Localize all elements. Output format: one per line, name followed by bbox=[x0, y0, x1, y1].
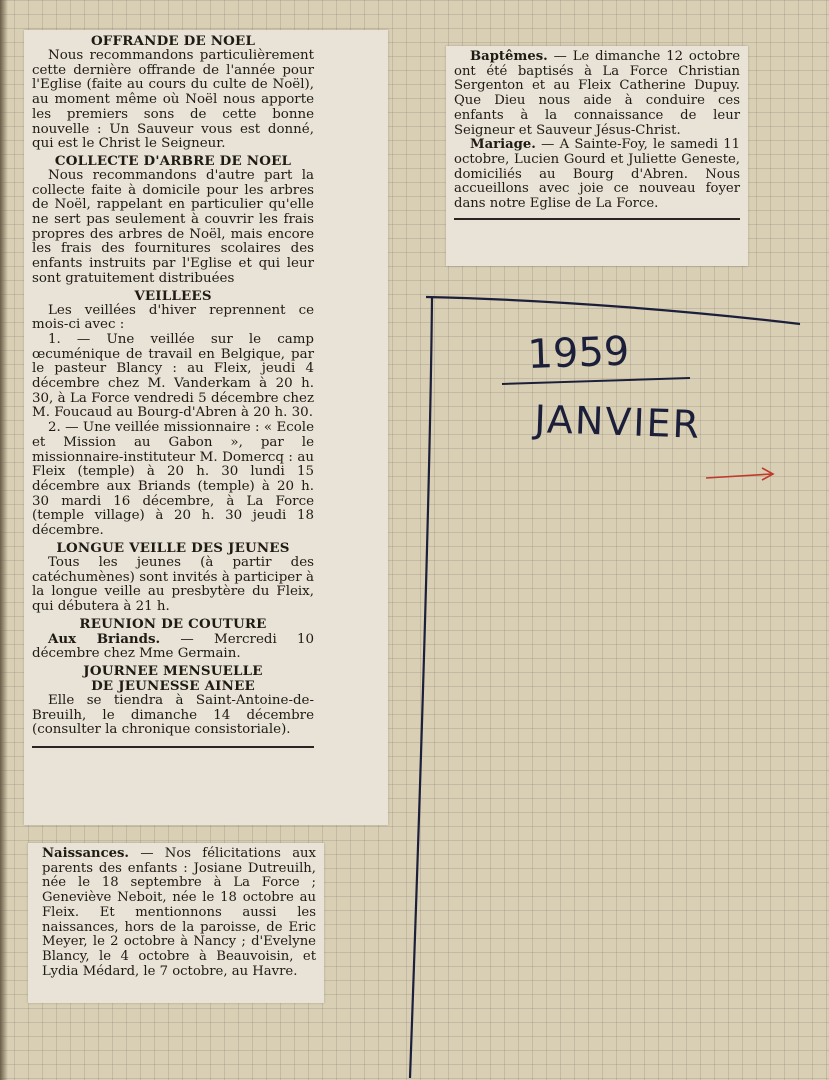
ink-year-underline bbox=[502, 378, 690, 384]
text-veillee-2: 2. — Une veillée missionnaire : « Ecole et Mission au Gabon », par le missionnaire-instituteur M. Domercq : au Fleix (temple) à 20 h. 30 lundi 15 décembre aux Briands (temple) à 20 h. 30 mardi 16 décembre, à La Force (temple village) à 20 h. 30 jeudi 18 décembre. bbox=[32, 420, 314, 539]
text-collecte: Nous recommandons d'autre part la collecte faite à domicile pour les arbres de Noël, rappelant en particulier qu'elle ne sert pas seulement à couvrir les frais propres des arbres de Noël, mais encore les frais des fournitures scolaires des enfants instruits par l'Eglise et qui leur sont gratuitement distribuées bbox=[32, 167, 314, 286]
ink-vertical-line bbox=[410, 298, 432, 1078]
ink-horizontal-line bbox=[426, 297, 800, 324]
text-journee: Elle se tiendra à Saint-Antoine-de-Breuilh, le dimanche 14 décembre (consulter la chronique consistoriale). bbox=[32, 693, 314, 738]
text-baptemes-body: — Le dimanche 12 octobre ont été baptisés à La Force Christian Sergenton et au Fleix Catherine Dupuy. Que Dieu nous aide à conduire ces enfants à la connaissance de leur Seigneur et Sauveur Jésus-Christ. bbox=[454, 49, 740, 138]
heading-collecte: COLLECTE D'ARBRE DE NOEL bbox=[54, 152, 292, 169]
text-veillee-1: 1. — Une veillée sur le camp œcuménique de travail en Belgique, par le pasteur Blancy : au Fleix, jeudi 4 décembre chez M. Vanderkam à 20 h. 30, à La Force vendredi 5 décembre chez M. Foucaud au Bourg-d'Abren à 20 h. 30. bbox=[32, 331, 314, 421]
text-naissances-body: — Nos félicitations aux parents des enfants : Josiane Dutreuilh, née le 18 septembre à La Force ; Geneviève Neboit, née le 18 octobre au Fleix. Et mentionnons aussi les naissances, hors de la paroisse, de Eric Meyer, le 2 octobre à Nancy ; d'Evelyne Blancy, le 4 octobre à Beauvoisin, et Lydia Médard, le 7 octobre, au Havre. bbox=[42, 846, 316, 979]
heading-veillees: VEILLEES bbox=[134, 287, 212, 304]
handwritten-year: 1959 bbox=[526, 328, 631, 378]
heading-longue-veille: LONGUE VEILLE DES JEUNES bbox=[56, 539, 290, 556]
lead-baptemes: Baptêmes. bbox=[470, 49, 548, 64]
text-mariage-body: — A Sainte-Foy, le samedi 11 octobre, Lucien Gourd et Juliette Geneste, domiciliés au Bourg d'Abren. Nous accueillons avec joie ce nouveau foyer dans notre Eglise de La Force. bbox=[454, 137, 740, 212]
heading-couture: REUNION DE COUTURE bbox=[79, 615, 267, 632]
handwritten-month: JANVIER bbox=[533, 397, 702, 447]
heading-journee-line1: JOURNEE MENSUELLE bbox=[83, 663, 263, 680]
text-couture-body: — Mercredi 10 décembre chez Mme Germain. bbox=[32, 631, 314, 662]
red-arrow-icon bbox=[706, 474, 772, 478]
lead-naissances: Naissances. bbox=[42, 846, 130, 861]
text-longue-veille: Tous les jeunes (à partir des catéchumènes) sont invités à participer à la longue veille au presbytère du Fleix, qui débutera à 21 h. bbox=[32, 554, 314, 614]
lead-mariage: Mariage. bbox=[470, 137, 536, 153]
lead-aux-briands: Aux Briands. bbox=[48, 630, 161, 647]
heading-offrande: OFFRANDE DE NOEL bbox=[90, 33, 256, 49]
heading-journee-line2: DE JEUNESSE AINEE bbox=[91, 678, 255, 695]
text-veillees-intro: Les veillées d'hiver reprennent ce mois-ci avec : bbox=[32, 302, 314, 333]
text-offrande: Nous recommandons particulièrement cette dernière offrande de l'année pour l'Eglise (faite au cours du culte de Noël), au moment même où Noël nous apporte les premiers sons de cette bonne nouvelle : Un Sauveur vous est donné, qui est le Christ le Seigneur. bbox=[32, 48, 314, 152]
